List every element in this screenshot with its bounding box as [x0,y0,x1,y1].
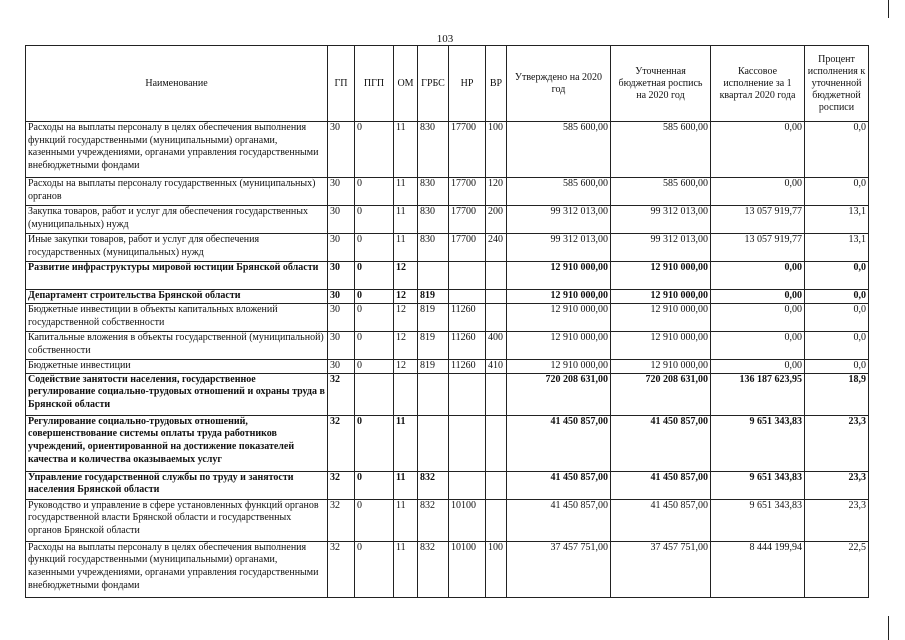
cell-name: Управление государственной службы по труду и занятости населения Брянской области [26,471,328,499]
cell-nr: 17700 [449,178,486,206]
cell-name: Развитие инфраструктуры мировой юстиции Брянской области [26,262,328,290]
cell-pgp: 0 [355,122,394,178]
cell-pgp: 0 [355,415,394,471]
cell-refined: 12 910 000,00 [611,290,711,304]
budget-table [25,45,869,598]
cell-name: Расходы на выплаты персоналу государственных (муниципальных) органов [26,178,328,206]
header-name: Наименование [26,46,328,122]
cell-approved: 41 450 857,00 [507,471,611,499]
header-refined: Уточненная бюджетная роспись на 2020 год [611,46,711,122]
cell-percent: 22,5 [805,541,869,597]
cell-gp: 30 [328,360,355,374]
cell-grbs [418,415,449,471]
cell-vr [486,415,507,471]
cell-cash: 0,00 [711,290,805,304]
cell-gp: 32 [328,471,355,499]
cell-om: 12 [394,332,418,360]
cell-pgp [355,373,394,415]
cell-nr [449,290,486,304]
cell-pgp: 0 [355,541,394,597]
cell-om: 11 [394,178,418,206]
cell-name: Капитальные вложения в объекты государственной (муниципальной) собственности [26,332,328,360]
header-gp: ГП [328,46,355,122]
cell-refined: 99 312 013,00 [611,206,711,234]
cell-refined: 585 600,00 [611,122,711,178]
cell-gp: 30 [328,234,355,262]
cell-pgp: 0 [355,332,394,360]
cell-refined: 41 450 857,00 [611,499,711,541]
cell-percent: 13,1 [805,234,869,262]
cell-om: 11 [394,234,418,262]
cell-nr [449,262,486,290]
cell-approved: 37 457 751,00 [507,541,611,597]
cell-pgp: 0 [355,499,394,541]
cell-percent: 0,0 [805,262,869,290]
table-row [26,499,869,541]
table-row [26,122,869,178]
cell-grbs: 830 [418,234,449,262]
cell-vr [486,471,507,499]
cell-refined: 12 910 000,00 [611,360,711,374]
header-cash: Кассовое исполнение за 1 квартал 2020 года [711,46,805,122]
cell-cash: 0,00 [711,262,805,290]
table-header-row [26,46,869,122]
cell-grbs: 830 [418,178,449,206]
cell-grbs: 832 [418,471,449,499]
cell-cash: 0,00 [711,360,805,374]
cell-approved: 12 910 000,00 [507,304,611,332]
page-number: 103 [436,33,454,45]
cell-cash: 13 057 919,77 [711,206,805,234]
cell-approved: 12 910 000,00 [507,360,611,374]
cell-grbs [418,262,449,290]
margin-mark-top [888,0,889,18]
header-percent: Процент исполнения к уточненной бюджетной росписи [805,46,869,122]
cell-nr: 17700 [449,122,486,178]
cell-om: 11 [394,415,418,471]
header-vr: ВР [486,46,507,122]
cell-percent: 0,0 [805,304,869,332]
cell-gp: 32 [328,373,355,415]
cell-grbs [418,373,449,415]
cell-pgp: 0 [355,304,394,332]
cell-percent: 23,3 [805,499,869,541]
cell-percent: 13,1 [805,206,869,234]
cell-name: Иные закупки товаров, работ и услуг для обеспечения государственных (муниципальных) нужд [26,234,328,262]
cell-nr: 17700 [449,234,486,262]
cell-vr: 240 [486,234,507,262]
cell-grbs: 832 [418,499,449,541]
cell-pgp: 0 [355,290,394,304]
cell-percent: 0,0 [805,360,869,374]
cell-grbs: 819 [418,290,449,304]
cell-approved: 99 312 013,00 [507,234,611,262]
table-row [26,373,869,415]
cell-om: 12 [394,290,418,304]
cell-refined: 12 910 000,00 [611,332,711,360]
cell-name: Расходы на выплаты персоналу в целях обеспечения выполнения функций государственными (муниципальными) органами, казенными учреждениями, органами управления государственными внебюджетными фондами [26,122,328,178]
header-grbs: ГРБС [418,46,449,122]
cell-percent: 0,0 [805,178,869,206]
cell-vr [486,262,507,290]
cell-nr: 11260 [449,332,486,360]
cell-om: 11 [394,122,418,178]
table-row [26,304,869,332]
header-pgp: ПГП [355,46,394,122]
cell-cash: 13 057 919,77 [711,234,805,262]
cell-nr: 17700 [449,206,486,234]
cell-nr [449,373,486,415]
cell-gp: 30 [328,290,355,304]
cell-name: Бюджетные инвестиции в объекты капитальных вложений государственной собственности [26,304,328,332]
cell-cash: 9 651 343,83 [711,499,805,541]
cell-vr [486,290,507,304]
cell-name: Департамент строительства Брянской области [26,290,328,304]
cell-name: Регулирование социально-трудовых отношений, совершенствование системы оплаты труда работников учреждений, ориентированной на достижение показателей качества и количества оказываемых услуг [26,415,328,471]
cell-pgp: 0 [355,178,394,206]
header-approved: Утверждено на 2020 год [507,46,611,122]
margin-mark-bottom [888,616,889,640]
table-row [26,471,869,499]
cell-approved: 12 910 000,00 [507,262,611,290]
cell-nr [449,471,486,499]
cell-vr: 200 [486,206,507,234]
cell-cash: 8 444 199,94 [711,541,805,597]
table-row [26,415,869,471]
cell-cash: 0,00 [711,304,805,332]
cell-nr: 11260 [449,360,486,374]
cell-vr [486,499,507,541]
cell-nr: 11260 [449,304,486,332]
cell-gp: 30 [328,206,355,234]
cell-gp: 30 [328,178,355,206]
cell-grbs: 819 [418,332,449,360]
cell-nr [449,415,486,471]
cell-gp: 30 [328,262,355,290]
cell-vr: 400 [486,332,507,360]
cell-gp: 30 [328,332,355,360]
cell-pgp: 0 [355,471,394,499]
table-row [26,360,869,374]
cell-approved: 720 208 631,00 [507,373,611,415]
cell-gp: 30 [328,304,355,332]
cell-grbs: 830 [418,122,449,178]
cell-nr: 10100 [449,499,486,541]
cell-percent: 0,0 [805,332,869,360]
table-row [26,332,869,360]
cell-name: Содействие занятости населения, государственное регулирование социально-трудовых отношений и охраны труда в Брянской области [26,373,328,415]
cell-pgp: 0 [355,234,394,262]
cell-grbs: 819 [418,360,449,374]
header-nr: НР [449,46,486,122]
cell-vr: 410 [486,360,507,374]
cell-approved: 41 450 857,00 [507,499,611,541]
cell-approved: 41 450 857,00 [507,415,611,471]
cell-refined: 585 600,00 [611,178,711,206]
table-row [26,206,869,234]
cell-cash: 0,00 [711,122,805,178]
cell-om [394,373,418,415]
cell-om: 11 [394,206,418,234]
cell-om: 12 [394,262,418,290]
cell-refined: 41 450 857,00 [611,415,711,471]
cell-vr: 100 [486,541,507,597]
cell-vr: 100 [486,122,507,178]
cell-vr [486,373,507,415]
cell-percent: 0,0 [805,122,869,178]
cell-gp: 32 [328,499,355,541]
cell-pgp: 0 [355,360,394,374]
cell-pgp: 0 [355,206,394,234]
cell-om: 12 [394,360,418,374]
cell-percent: 23,3 [805,415,869,471]
cell-approved: 99 312 013,00 [507,206,611,234]
cell-cash: 0,00 [711,332,805,360]
cell-percent: 23,3 [805,471,869,499]
cell-approved: 12 910 000,00 [507,332,611,360]
table-row [26,234,869,262]
cell-gp: 30 [328,122,355,178]
cell-nr: 10100 [449,541,486,597]
cell-name: Закупка товаров, работ и услуг для обеспечения государственных (муниципальных) нужд [26,206,328,234]
table-row [26,262,869,290]
cell-name: Руководство и управление в сфере установленных функций органов государственной власти Брянской области и государственных органов Брянской области [26,499,328,541]
cell-gp: 32 [328,541,355,597]
cell-om: 12 [394,304,418,332]
cell-om: 11 [394,541,418,597]
header-om: ОМ [394,46,418,122]
cell-om: 11 [394,499,418,541]
table-row [26,290,869,304]
cell-pgp: 0 [355,262,394,290]
cell-grbs: 819 [418,304,449,332]
cell-refined: 99 312 013,00 [611,234,711,262]
cell-cash: 9 651 343,83 [711,471,805,499]
cell-grbs: 832 [418,541,449,597]
cell-vr [486,304,507,332]
cell-approved: 12 910 000,00 [507,290,611,304]
cell-name: Бюджетные инвестиции [26,360,328,374]
cell-refined: 12 910 000,00 [611,262,711,290]
cell-om: 11 [394,471,418,499]
cell-cash: 0,00 [711,178,805,206]
cell-percent: 18,9 [805,373,869,415]
cell-refined: 720 208 631,00 [611,373,711,415]
cell-approved: 585 600,00 [507,122,611,178]
cell-cash: 136 187 623,95 [711,373,805,415]
cell-refined: 37 457 751,00 [611,541,711,597]
cell-grbs: 830 [418,206,449,234]
cell-gp: 32 [328,415,355,471]
cell-vr: 120 [486,178,507,206]
cell-refined: 12 910 000,00 [611,304,711,332]
table-row [26,178,869,206]
cell-percent: 0,0 [805,290,869,304]
table-row [26,541,869,597]
cell-refined: 41 450 857,00 [611,471,711,499]
cell-cash: 9 651 343,83 [711,415,805,471]
cell-name: Расходы на выплаты персоналу в целях обеспечения выполнения функций государственными (муниципальными) органами, казенными учреждениями, органами управления государственными внебюджетными фондами [26,541,328,597]
cell-approved: 585 600,00 [507,178,611,206]
